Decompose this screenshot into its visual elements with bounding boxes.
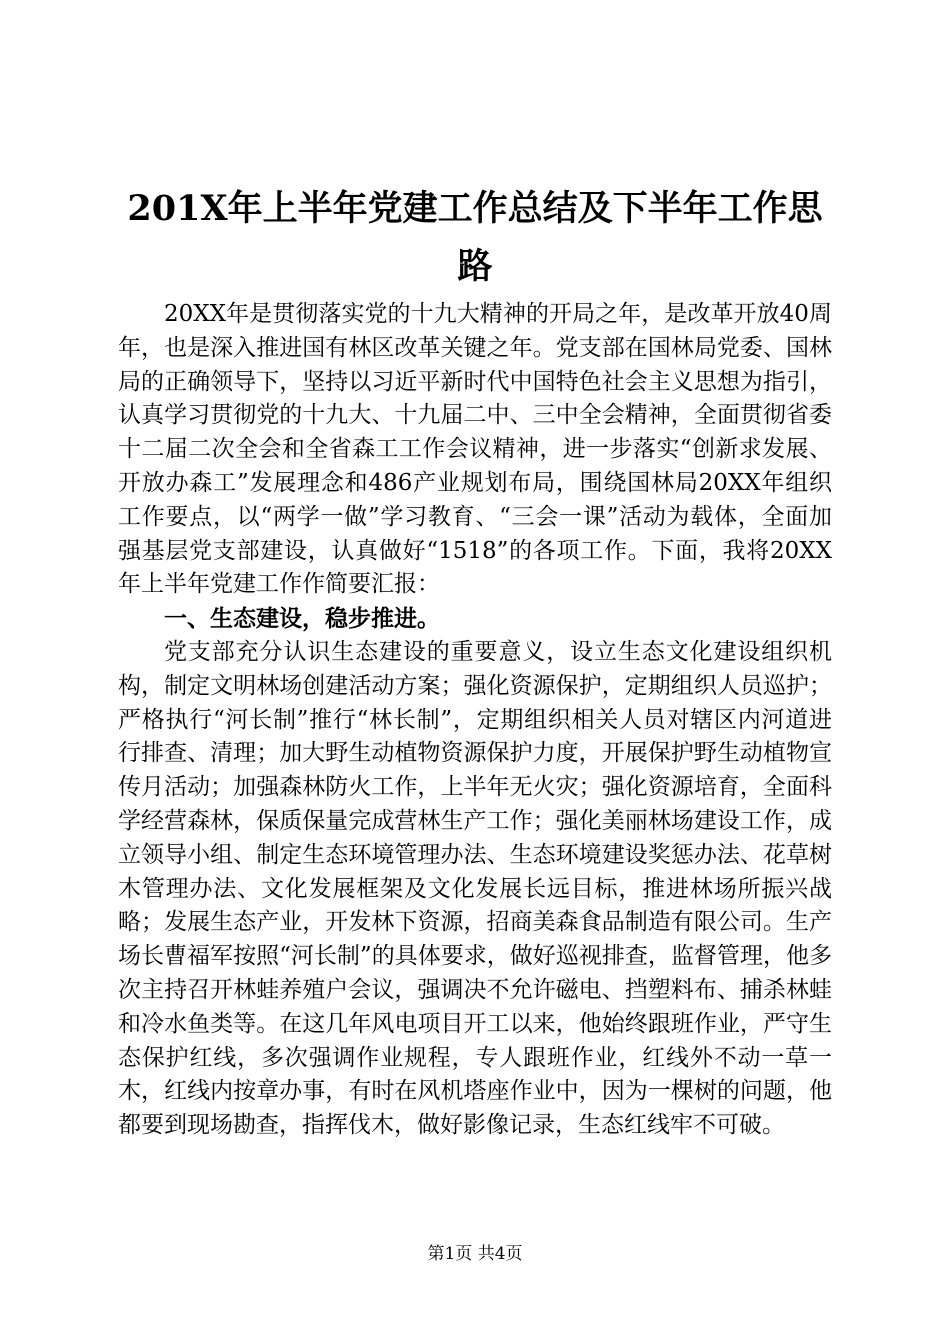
section-heading: 一、生态建设，稳步推进。 [164,605,440,633]
page-footer: 第1页 共4页 [427,1244,523,1264]
document-title: 201X年上半年党建工作总结及下半年工作思路 [127,188,823,287]
section-paragraph: 党支部充分认识生态建设的重要意义，设立生态文化建设组织机构，制定文明林场创建活动方案；强化资源保护，定期组织人员巡护；严格执行“河长制”推行“林长制”，定期组织相关人员对辖区内河道进行排查、清理；加大野生动植物资源保护力度，开展保护野生动植物宣传月活动；加强森林防火工作，上半年无火灾；强化资源培育，全面科学经营森林，保质保量完成营林生产工作；强化美丽林场建设工作，成立领导小组、制定生态环境管理办法、生态环境建设奖惩办法、花草树木管理办法、文化发展框架及文化发展长远目标，推进林场所振兴战略；发展生态产业，开发林下资源，招商美森食品制造有限公司。生产场长曹福军按照“河长制”的具体要求，做好巡视排查，监督管理，他多次主持召开林蛙养殖户会议，强调决不允许磁电、挡塑料布、捕杀林蛙和冷水鱼类等。在这几年风电项目开工以来，他始终跟班作业，严守生态保护红线，多次强调作业规程，专人跟班作业，红线外不动一草一木，红线内按章办事，有时在风机塔座作业中，因为一棵树的问题，他都要到现场勘查，指挥伐木，做好影像记录，生态红线牢不可破。 [118,638,832,1139]
intro-paragraph: 20XX年是贯彻落实党的十九大精神的开局之年，是改革开放40周年，也是深入推进国有林区改革关键之年。党支部在国林局党委、国林局的正确领导下，坚持以习近平新时代中国特色社会主义思想为指引，认真学习贯彻党的十九大、十九届二中、三中全会精神，全面贯彻省委十二届二次全会和全省森工工作会议精神，进一步落实“创新求发展、开放办森工”发展理念和486产业规划布局，围绕国林局20XX年组织工作要点，以“两学一做”学习教育、“三会一课”活动为载体，全面加强基层党支部建设，认真做好“1518”的各项工作。下面，我将20XX年上半年党建工作作简要汇报： [118,301,832,598]
document-body [118,298,832,1143]
